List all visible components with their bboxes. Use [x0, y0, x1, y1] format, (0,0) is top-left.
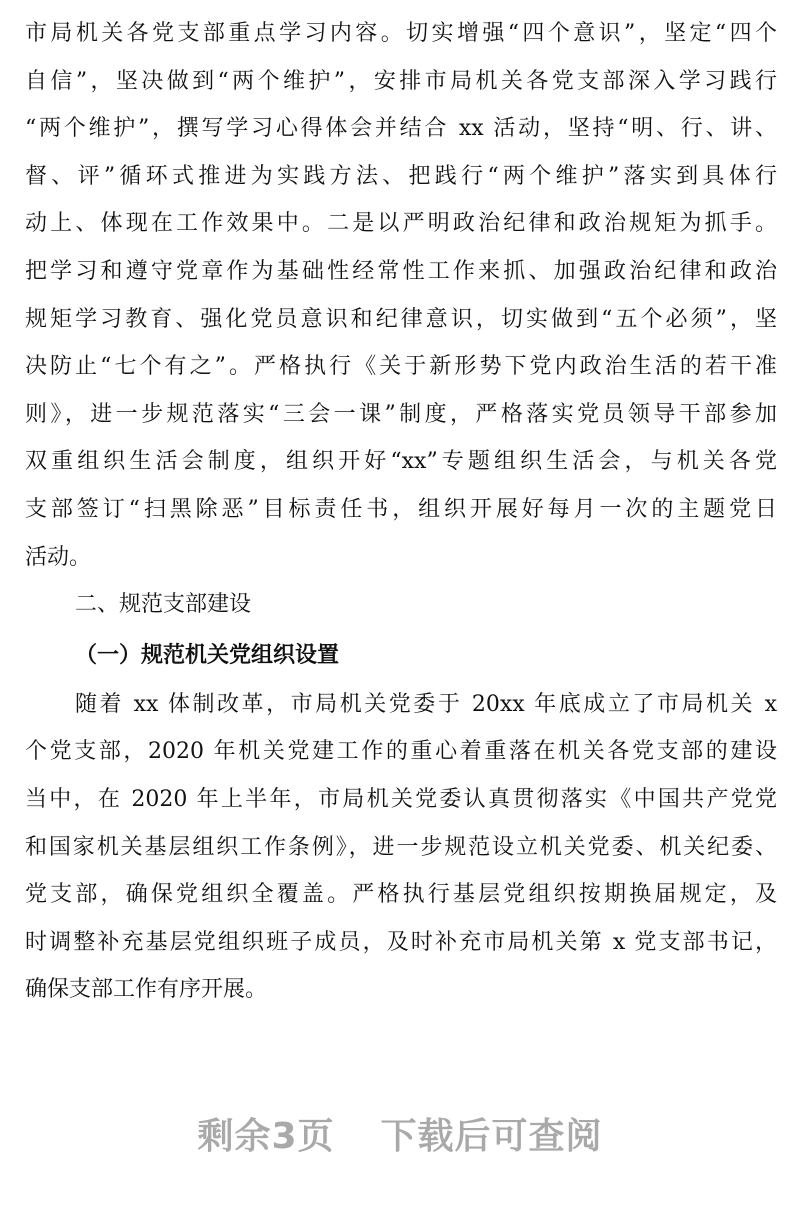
text-line: 市局机关各党支部重点学习内容。切实增强“四个意识”，坚定“四个	[25, 21, 777, 46]
text-line: 把学习和遵守党章作为基础性经常性工作来抓、加强政治纪律和政治	[25, 258, 777, 284]
remaining-pages-label: 剩余3页	[197, 1116, 335, 1157]
text-line: 活动。	[25, 544, 92, 570]
text-line: 规矩学习教育、强化党员意识和纪律意识，切实做到“五个必须”，坚	[25, 306, 777, 332]
download-hint-label: 下载后可查阅	[380, 1116, 603, 1157]
download-prompt[interactable]	[0, 1108, 800, 1159]
text-line: 时调整补充基层党组织班子成员，及时补充市局机关第 x 党支部书记，	[25, 929, 777, 955]
paragraph-2	[25, 681, 777, 1014]
text-line: 双重组织生活会制度，组织开好“xx”专题组织生活会，与机关各党	[25, 449, 777, 475]
text-line: 党支部，确保党组织全覆盖。严格执行基层党组织按期换届规定，及	[25, 882, 777, 908]
text-line: 自信”，坚决做到“两个维护”，安排市局机关各党支部深入学习践行	[25, 68, 777, 94]
text-line: 当中，在 2020 年上半年，市局机关党委认真贯彻落实《中国共产党党	[25, 786, 777, 812]
section-title: 二、规范支部建设	[75, 592, 252, 618]
text-line: 随着 xx 体制改革，市局机关党委于 20xx 年底成立了市局机关 x	[75, 691, 777, 717]
text-line: “两个维护”，撰写学习心得体会并结合 xx 活动，坚持“明、行、讲、	[25, 116, 777, 142]
text-line: 支部签订“扫黑除恶”目标责任书，组织开展好每月一次的主题党日	[25, 496, 777, 522]
text-line: 和国家机关基层组织工作条例》，进一步规范设立机关党委、机关纪委、	[25, 834, 777, 860]
text-line: 动上、体现在工作效果中。二是以严明政治纪律和政治规矩为抓手。	[25, 211, 777, 237]
text-line: 决防止“七个有之”。严格执行《关于新形势下党内政治生活的若干准	[25, 354, 777, 380]
text-line: 则》，进一步规范落实“三会一课”制度，严格落实党员领导干部参加	[25, 401, 777, 427]
paragraph-1	[25, 10, 777, 581]
text-line: 确保支部工作有序开展。	[25, 977, 268, 1003]
text-line: 个党支部，2020 年机关党建工作的重心着重落在机关各党支部的建设	[25, 739, 777, 765]
subsection-title: （一）规范机关党组织设置	[75, 641, 340, 668]
text-line: 督、评”循环式推进为实践方法、把践行“两个维护”落实到具体行	[25, 163, 777, 189]
document-body	[25, 10, 777, 1014]
